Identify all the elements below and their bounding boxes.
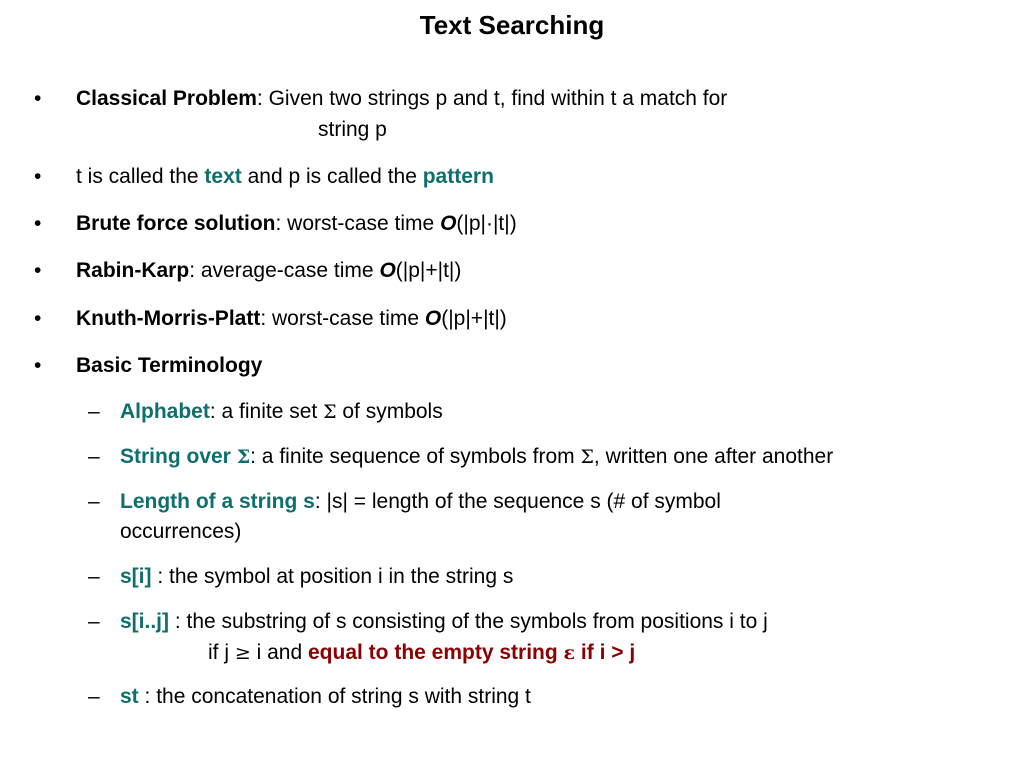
bullet-marker: • [34, 87, 42, 110]
text-term: text [204, 165, 242, 188]
bullet-rabin-karp [76, 258, 461, 284]
st-term: st [120, 685, 139, 708]
slide-title: Text Searching [419, 10, 605, 40]
bullet-kmp [76, 306, 507, 332]
empty-string-text: equal to the empty string [307, 641, 564, 664]
geq-symbol: ≥ [234, 642, 251, 664]
brute-force-complexity: (|p|·|t|) [456, 212, 517, 235]
sigma-symbol: Σ [236, 446, 251, 468]
kmp-complexity: (|p|+|t|) [441, 307, 507, 330]
classical-problem-text: Given two strings p and t, find within t a match for [268, 87, 728, 110]
sub-string-over [120, 444, 833, 470]
sigma-symbol: Σ [323, 401, 337, 423]
sub-si [120, 564, 513, 590]
basic-terminology-heading: Basic Terminology [76, 354, 263, 377]
rabin-karp-label: Rabin-Karp [76, 259, 190, 282]
sub-bullet-marker: – [88, 685, 100, 708]
pattern-term: pattern [422, 165, 494, 188]
bullet-marker: • [34, 165, 42, 188]
empty-string-condition: if i > j [575, 641, 636, 664]
classical-problem-sep: : [256, 87, 269, 110]
classical-problem-continuation: string p [318, 118, 387, 141]
bullet-marker: • [34, 354, 42, 377]
sub-st [120, 684, 531, 710]
length-continuation: occurrences) [120, 520, 242, 543]
rabin-karp-text: : average-case time [189, 259, 380, 282]
classical-problem-label: Classical Problem [76, 87, 257, 110]
big-o: O [440, 212, 457, 235]
string-over-term: String over [120, 445, 237, 468]
length-term: Length of a string s [120, 490, 315, 513]
sub-bullet-marker: – [88, 400, 100, 423]
string-over-post: , written one after another [593, 445, 834, 468]
alphabet-term: Alphabet [120, 400, 210, 423]
sub-bullet-marker: – [88, 445, 100, 468]
epsilon-symbol: ε [563, 642, 576, 664]
bullet-marker: • [34, 212, 42, 235]
sub-length [120, 489, 721, 515]
text-pattern-pre: t is called the [76, 165, 205, 188]
bullet-brute-force [76, 211, 517, 237]
length-text: : |s| = length of the sequence s (# of symbol [314, 490, 721, 513]
bullet-text-pattern [76, 164, 494, 190]
text-pattern-mid: and p is called the [241, 165, 423, 188]
sub-bullet-marker: – [88, 490, 100, 513]
sij-cont-pre: if j [208, 641, 235, 664]
big-o: O [379, 259, 396, 282]
kmp-label: Knuth-Morris-Platt [76, 307, 261, 330]
rabin-karp-complexity: (|p|+|t|) [395, 259, 462, 282]
sij-cont-mid: i and [250, 641, 308, 664]
alphabet-post: of symbols [336, 400, 443, 423]
big-o: O [424, 307, 442, 330]
string-over-pre: : a finite sequence of symbols from [250, 445, 581, 468]
kmp-text: : worst-case time [260, 307, 425, 330]
si-term: s[i] [120, 565, 152, 588]
sub-alphabet [120, 399, 443, 425]
brute-force-text: : worst-case time [275, 212, 441, 235]
sub-bullet-marker: – [88, 610, 100, 633]
bullet-marker: • [34, 307, 42, 330]
alphabet-pre: : a finite set [209, 400, 324, 423]
sij-term: s[i..j] [120, 610, 170, 633]
brute-force-label: Brute force solution [76, 212, 276, 235]
sij-text: : the substring of s consisting of the symbols from positions i to j [169, 610, 768, 633]
bullet-classical-problem [76, 86, 727, 112]
sub-bullet-marker: – [88, 565, 100, 588]
si-text: : the symbol at position i in the string s [151, 565, 514, 588]
sigma-symbol: Σ [580, 446, 594, 468]
sub-sij [120, 609, 768, 635]
sij-continuation [208, 640, 635, 666]
st-text: : the concatenation of string s with string t [138, 685, 531, 708]
bullet-marker: • [34, 259, 42, 282]
